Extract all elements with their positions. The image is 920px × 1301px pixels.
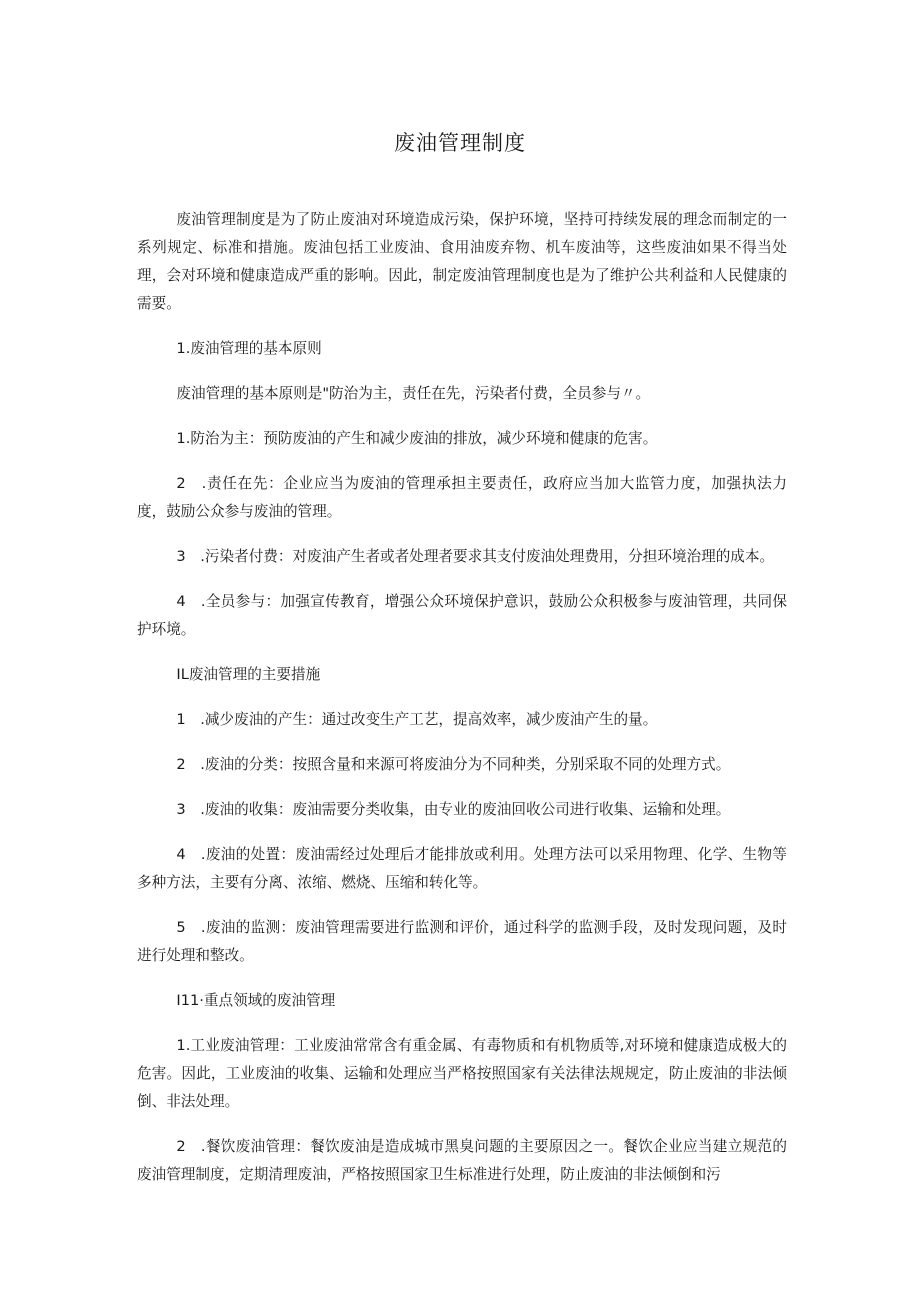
list-item: 1 .减少废油的产生：通过改变生产工艺，提高效率，减少废油产生的量。 <box>176 711 658 728</box>
list-item: 2 .废油的分类：按照含量和来源可将废油分为不同种类，分别采取不同的处理方式。 <box>176 756 731 773</box>
section-heading: I11·重点领域的废油管理 <box>176 992 336 1009</box>
section-heading: IL废油管理的主要措施 <box>176 666 321 683</box>
section-heading: 1.废油管理的基本原则 <box>176 340 322 357</box>
list-item: 4 .废油的处置：废油需经过处理后才能排放或利用。处理方法可以采用物理、化学、生物等多种方法，主要有分离、浓缩、燃烧、压缩和转化等。 <box>137 846 787 891</box>
list-item: 3 .废油的收集：废油需要分类收集，由专业的废油回收公司进行收集、运输和处理。 <box>176 801 731 818</box>
page-title: 废油管理制度 <box>394 131 526 155</box>
list-item: 1.防治为主：预防废油的产生和减少废油的排放，减少环境和健康的危害。 <box>176 430 658 447</box>
list-item: 1.工业废油管理：工业废油常常含有重金属、有毒物质和有机物质等,对环境和健康造成极大的危害。因此，工业废油的收集、运输和处理应当严格按照国家有关法律法规规定，防止废油的非法倾倒、非法处理。 <box>137 1037 787 1110</box>
list-item: 5 .废油的监测：废油管理需要进行监测和评价，通过科学的监测手段，及时发现问题，及时进行处理和整改。 <box>137 919 787 964</box>
list-item: 2 .餐饮废油管理：餐饮废油是造成城市黑臭问题的主要原因之一。餐饮企业应当建立规范的废油管理制度，定期清理废油，严格按照国家卫生标准进行处理，防止废油的非法倾倒和污 <box>137 1138 787 1183</box>
list-item: 3 .污染者付费：对废油产生者或者处理者要求其支付废油处理费用，分担环境治理的成本。 <box>176 548 775 565</box>
list-item: 4 .全员参与：加强宣传教育，增强公众环境保护意识，鼓励公众积极参与废油管理，共同保护环境。 <box>137 593 787 638</box>
intro-paragraph: 废油管理制度是为了防止废油对环境造成污染，保护环境，坚持可持续发展的理念而制定的一系列规定、标准和措施。废油包括工业废油、食用油废弃物、机车废油等，这些废油如果不得当处理，会对环境和健康造成严重的影响。因此，制定废油管理制度也是为了维护公共利益和人民健康的需要。 <box>137 211 787 312</box>
list-item: 2 .责任在先：企业应当为废油的管理承担主要责任，政府应当加大监管力度，加强执法力度，鼓励公众参与废油的管理。 <box>137 475 787 520</box>
document-body <box>137 206 787 1189</box>
paragraph: 废油管理的基本原则是"防治为主，责任在先，污染者付费，全员参与〃。 <box>176 385 651 402</box>
